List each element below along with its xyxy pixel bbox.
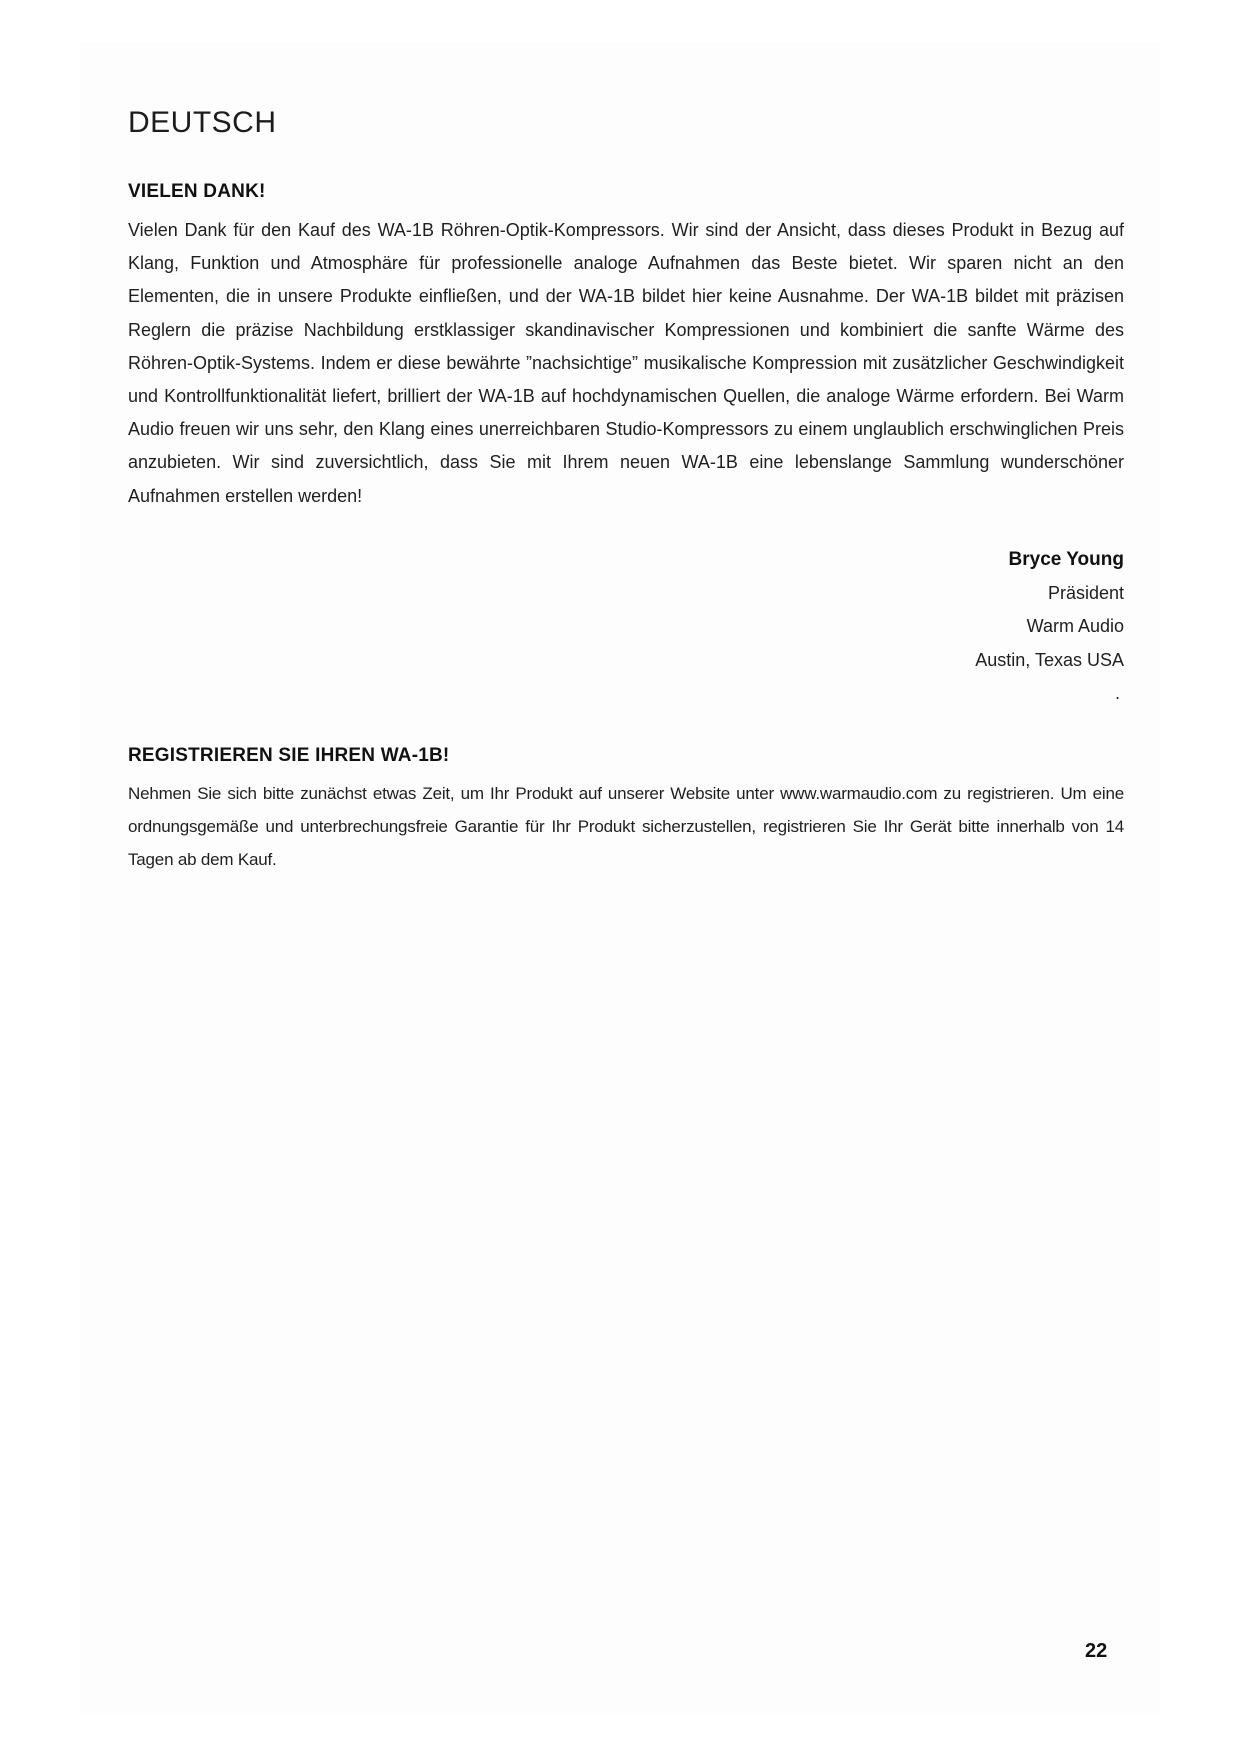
signature-location: Austin, Texas USA [975, 649, 1124, 670]
register-heading: REGISTRIEREN SIE IHREN WA-1B! [128, 745, 450, 766]
thanks-paragraph: Vielen Dank für den Kauf des WA-1B Röhren-Optik-Kompressors. Wir sind der Ansicht, dass dieses Produkt in Bezug auf Klang, Funktion und Atmosphäre für professionelle analoge Aufnahmen das Beste bietet. Wir sparen nicht an den Elementen, die in unsere Produkte einfließen, und der WA-1B bildet hier keine Ausnahme. Der WA-1B bildet mit präzisen Reglern die präzise Nachbildung erstklassiger skandinavischer Kompressionen und kombiniert die sanfte Wärme des Röhren-Optik-Systems. Indem er diese bewährte ”nachsichtige” musikalische Kompression mit zusätzlicher Geschwindigkeit und Kontrollfunktionalität liefert, brilliert der WA-1B auf hochdynamischen Quellen, die analoge Wärme erfordern. Bei Warm Audio freuen wir uns sehr, den Klang eines unerreichbaren Studio-Kompressors zu einem unglaublich erschwinglichen Preis anzubieten. Wir sind zuversichtlich, dass Sie mit Ihrem neuen WA-1B eine lebenslange Sammlung wunderschöner Aufnahmen erstellen werden! [128, 220, 1124, 506]
signature-title: Präsident [1047, 582, 1124, 603]
thanks-heading: VIELEN DANK! [128, 181, 266, 202]
signature-block [975, 543, 1124, 710]
language-heading: DEUTSCH [128, 106, 277, 139]
register-paragraph: Nehmen Sie sich bitte zunächst etwas Zeit, um Ihr Produkt auf unserer Website unter www.warmaudio.com zu registrieren. Um eine ordnungsgemäße und unterbrechungsfreie Garantie für Ihr Produkt sicherzustellen, registrieren Sie Ihr Gerät bitte innerhalb von 14 Tagen ab dem Kauf. [128, 784, 1124, 869]
signature-trailing-mark: . [1114, 683, 1120, 703]
signature-name: Bryce Young [1008, 549, 1124, 570]
page-number: 22 [1085, 1640, 1108, 1662]
signature-company: Warm Audio [1026, 616, 1124, 636]
